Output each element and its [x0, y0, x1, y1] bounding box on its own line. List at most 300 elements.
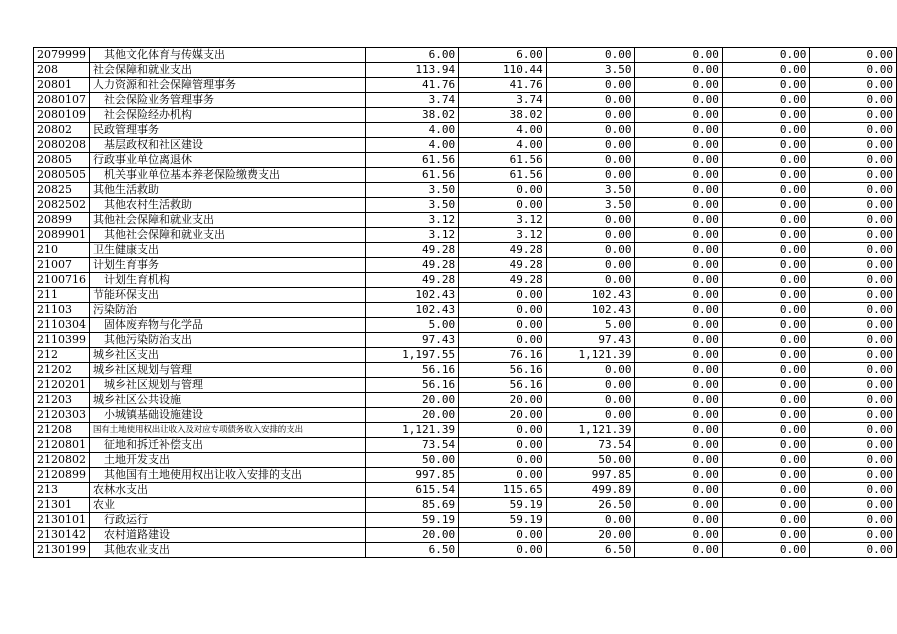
table-row [34, 243, 897, 258]
subject-code-cell: 2120801 [34, 438, 90, 453]
amount-cell: 61.56 [366, 168, 459, 183]
subject-name-cell: 其他生活救助 [90, 183, 366, 198]
amount-cell: 0.00 [810, 108, 897, 123]
amount-cell: 1,121.39 [366, 423, 459, 438]
amount-cell: 85.69 [366, 498, 459, 513]
amount-cell: 0.00 [810, 393, 897, 408]
amount-cell: 0.00 [722, 333, 809, 348]
amount-cell: 6.00 [366, 48, 459, 63]
amount-cell: 0.00 [546, 123, 635, 138]
table-row [34, 198, 897, 213]
amount-cell: 0.00 [722, 183, 809, 198]
amount-cell: 0.00 [722, 288, 809, 303]
amount-cell: 102.43 [546, 303, 635, 318]
amount-cell: 5.00 [366, 318, 459, 333]
amount-cell: 0.00 [546, 138, 635, 153]
table-body [34, 48, 897, 558]
amount-cell: 0.00 [722, 213, 809, 228]
subject-name-cell: 其他国有土地使用权出让收入安排的支出 [90, 468, 366, 483]
amount-cell: 0.00 [810, 378, 897, 393]
amount-cell: 0.00 [722, 168, 809, 183]
subject-name-cell: 节能环保支出 [90, 288, 366, 303]
subject-code-cell: 2089901 [34, 228, 90, 243]
amount-cell: 113.94 [366, 63, 459, 78]
amount-cell: 59.19 [366, 513, 459, 528]
subject-code-cell: 2080109 [34, 108, 90, 123]
amount-cell: 0.00 [810, 198, 897, 213]
amount-cell: 0.00 [810, 408, 897, 423]
subject-code-cell: 2110304 [34, 318, 90, 333]
amount-cell: 0.00 [722, 228, 809, 243]
amount-cell: 0.00 [722, 363, 809, 378]
amount-cell: 5.00 [546, 318, 635, 333]
subject-name-cell: 行政运行 [90, 513, 366, 528]
amount-cell: 0.00 [546, 408, 635, 423]
amount-cell: 0.00 [810, 303, 897, 318]
table-row [34, 228, 897, 243]
subject-name-cell: 征地和拆迁补偿支出 [90, 438, 366, 453]
amount-cell: 0.00 [635, 303, 722, 318]
amount-cell: 0.00 [459, 183, 547, 198]
amount-cell: 115.65 [459, 483, 547, 498]
amount-cell: 0.00 [722, 108, 809, 123]
subject-code-cell: 21301 [34, 498, 90, 513]
subject-code-cell: 21203 [34, 393, 90, 408]
table-row [34, 393, 897, 408]
subject-code-cell: 2120802 [34, 453, 90, 468]
amount-cell: 0.00 [635, 273, 722, 288]
amount-cell: 49.28 [459, 243, 547, 258]
amount-cell: 4.00 [459, 138, 547, 153]
amount-cell: 0.00 [722, 303, 809, 318]
amount-cell: 3.12 [366, 228, 459, 243]
subject-code-cell: 2079999 [34, 48, 90, 63]
amount-cell: 50.00 [366, 453, 459, 468]
amount-cell: 0.00 [722, 378, 809, 393]
amount-cell: 0.00 [810, 63, 897, 78]
subject-code-cell: 20802 [34, 123, 90, 138]
amount-cell: 0.00 [546, 363, 635, 378]
amount-cell: 97.43 [546, 333, 635, 348]
amount-cell: 0.00 [635, 378, 722, 393]
amount-cell: 0.00 [722, 408, 809, 423]
table-row [34, 138, 897, 153]
amount-cell: 997.85 [366, 468, 459, 483]
subject-name-cell: 小城镇基础设施建设 [90, 408, 366, 423]
subject-name-cell: 基层政权和社区建设 [90, 138, 366, 153]
amount-cell: 0.00 [635, 453, 722, 468]
amount-cell: 0.00 [546, 228, 635, 243]
amount-cell: 0.00 [635, 183, 722, 198]
amount-cell: 0.00 [810, 153, 897, 168]
amount-cell: 499.89 [546, 483, 635, 498]
table-row [34, 258, 897, 273]
subject-code-cell: 212 [34, 348, 90, 363]
table-row [34, 408, 897, 423]
amount-cell: 3.12 [459, 213, 547, 228]
table-row [34, 168, 897, 183]
amount-cell: 0.00 [810, 318, 897, 333]
amount-cell: 0.00 [810, 93, 897, 108]
amount-cell: 0.00 [810, 363, 897, 378]
amount-cell: 0.00 [546, 273, 635, 288]
amount-cell: 0.00 [635, 48, 722, 63]
table-row [34, 273, 897, 288]
subject-name-cell: 土地开发支出 [90, 453, 366, 468]
amount-cell: 20.00 [366, 528, 459, 543]
amount-cell: 0.00 [722, 63, 809, 78]
amount-cell: 0.00 [722, 528, 809, 543]
amount-cell: 0.00 [635, 363, 722, 378]
amount-cell: 0.00 [722, 438, 809, 453]
amount-cell: 0.00 [635, 153, 722, 168]
amount-cell: 0.00 [546, 393, 635, 408]
amount-cell: 0.00 [635, 438, 722, 453]
subject-name-cell: 社会保障和就业支出 [90, 63, 366, 78]
amount-cell: 0.00 [810, 498, 897, 513]
subject-name-cell: 国有土地使用权出让收入及对应专项债务收入安排的支出 [90, 423, 366, 438]
amount-cell: 49.28 [459, 273, 547, 288]
amount-cell: 0.00 [635, 168, 722, 183]
amount-cell: 73.54 [366, 438, 459, 453]
amount-cell: 0.00 [635, 423, 722, 438]
amount-cell: 0.00 [722, 48, 809, 63]
table-row [34, 333, 897, 348]
amount-cell: 3.74 [366, 93, 459, 108]
amount-cell: 0.00 [635, 483, 722, 498]
amount-cell: 0.00 [459, 288, 547, 303]
amount-cell: 20.00 [366, 408, 459, 423]
amount-cell: 0.00 [635, 288, 722, 303]
amount-cell: 0.00 [722, 123, 809, 138]
table-row [34, 303, 897, 318]
subject-code-cell: 210 [34, 243, 90, 258]
subject-code-cell: 2110399 [34, 333, 90, 348]
amount-cell: 0.00 [635, 468, 722, 483]
amount-cell: 0.00 [635, 408, 722, 423]
subject-name-cell: 城乡社区规划与管理 [90, 363, 366, 378]
amount-cell: 1,197.55 [366, 348, 459, 363]
subject-name-cell: 城乡社区公共设施 [90, 393, 366, 408]
amount-cell: 0.00 [722, 453, 809, 468]
subject-name-cell: 社会保险业务管理事务 [90, 93, 366, 108]
amount-cell: 0.00 [810, 123, 897, 138]
subject-code-cell: 20801 [34, 78, 90, 93]
table-row [34, 363, 897, 378]
amount-cell: 20.00 [366, 393, 459, 408]
amount-cell: 0.00 [810, 78, 897, 93]
amount-cell: 61.56 [366, 153, 459, 168]
amount-cell: 615.54 [366, 483, 459, 498]
amount-cell: 0.00 [722, 198, 809, 213]
amount-cell: 0.00 [635, 108, 722, 123]
table-row [34, 288, 897, 303]
amount-cell: 0.00 [810, 273, 897, 288]
amount-cell: 0.00 [810, 288, 897, 303]
amount-cell: 4.00 [366, 123, 459, 138]
amount-cell: 0.00 [810, 333, 897, 348]
amount-cell: 0.00 [722, 273, 809, 288]
table-row [34, 438, 897, 453]
amount-cell: 26.50 [546, 498, 635, 513]
subject-name-cell: 城乡社区支出 [90, 348, 366, 363]
subject-code-cell: 2120303 [34, 408, 90, 423]
amount-cell: 0.00 [635, 123, 722, 138]
subject-name-cell: 城乡社区规划与管理 [90, 378, 366, 393]
subject-code-cell: 2080107 [34, 93, 90, 108]
amount-cell: 0.00 [810, 138, 897, 153]
amount-cell: 3.74 [459, 93, 547, 108]
amount-cell: 0.00 [722, 498, 809, 513]
subject-name-cell: 其他污染防治支出 [90, 333, 366, 348]
amount-cell: 49.28 [366, 258, 459, 273]
amount-cell: 0.00 [810, 258, 897, 273]
amount-cell: 38.02 [459, 108, 547, 123]
amount-cell: 0.00 [810, 528, 897, 543]
amount-cell: 0.00 [459, 423, 547, 438]
amount-cell: 3.50 [366, 183, 459, 198]
amount-cell: 0.00 [635, 243, 722, 258]
amount-cell: 0.00 [546, 213, 635, 228]
subject-name-cell: 农村道路建设 [90, 528, 366, 543]
amount-cell: 41.76 [366, 78, 459, 93]
amount-cell: 0.00 [810, 483, 897, 498]
table-row [34, 483, 897, 498]
amount-cell: 0.00 [459, 453, 547, 468]
amount-cell: 102.43 [366, 303, 459, 318]
amount-cell: 0.00 [722, 423, 809, 438]
amount-cell: 0.00 [722, 468, 809, 483]
amount-cell: 4.00 [366, 138, 459, 153]
table-row [34, 453, 897, 468]
amount-cell: 0.00 [546, 168, 635, 183]
amount-cell: 20.00 [546, 528, 635, 543]
subject-name-cell: 其他农业支出 [90, 543, 366, 558]
subject-code-cell: 21202 [34, 363, 90, 378]
table-row [34, 153, 897, 168]
amount-cell: 0.00 [810, 48, 897, 63]
amount-cell: 0.00 [546, 243, 635, 258]
amount-cell: 0.00 [546, 48, 635, 63]
subject-name-cell: 农林水支出 [90, 483, 366, 498]
amount-cell: 0.00 [635, 78, 722, 93]
amount-cell: 0.00 [810, 348, 897, 363]
amount-cell: 0.00 [635, 318, 722, 333]
subject-name-cell: 污染防治 [90, 303, 366, 318]
amount-cell: 0.00 [722, 78, 809, 93]
subject-name-cell: 人力资源和社会保障管理事务 [90, 78, 366, 93]
amount-cell: 0.00 [459, 438, 547, 453]
subject-code-cell: 2100716 [34, 273, 90, 288]
amount-cell: 0.00 [635, 348, 722, 363]
subject-code-cell: 2080208 [34, 138, 90, 153]
amount-cell: 0.00 [546, 93, 635, 108]
amount-cell: 0.00 [459, 468, 547, 483]
amount-cell: 61.56 [459, 168, 547, 183]
amount-cell: 4.00 [459, 123, 547, 138]
amount-cell: 50.00 [546, 453, 635, 468]
subject-code-cell: 208 [34, 63, 90, 78]
budget-expenditure-table [33, 47, 897, 558]
amount-cell: 0.00 [810, 183, 897, 198]
table-row [34, 108, 897, 123]
amount-cell: 0.00 [635, 228, 722, 243]
amount-cell: 0.00 [810, 423, 897, 438]
table-row [34, 93, 897, 108]
amount-cell: 1,121.39 [546, 423, 635, 438]
amount-cell: 6.00 [459, 48, 547, 63]
table-row [34, 513, 897, 528]
subject-name-cell: 机关事业单位基本养老保险缴费支出 [90, 168, 366, 183]
subject-code-cell: 21208 [34, 423, 90, 438]
subject-name-cell: 农业 [90, 498, 366, 513]
amount-cell: 0.00 [459, 318, 547, 333]
subject-name-cell: 卫生健康支出 [90, 243, 366, 258]
amount-cell: 0.00 [635, 258, 722, 273]
amount-cell: 0.00 [459, 198, 547, 213]
subject-code-cell: 2130142 [34, 528, 90, 543]
amount-cell: 38.02 [366, 108, 459, 123]
subject-name-cell: 行政事业单位离退休 [90, 153, 366, 168]
amount-cell: 0.00 [810, 243, 897, 258]
table-row [34, 543, 897, 558]
amount-cell: 3.50 [546, 183, 635, 198]
amount-cell: 56.16 [459, 378, 547, 393]
subject-name-cell: 其他农村生活救助 [90, 198, 366, 213]
subject-name-cell: 其他社会保障和就业支出 [90, 213, 366, 228]
subject-code-cell: 2082502 [34, 198, 90, 213]
amount-cell: 102.43 [546, 288, 635, 303]
amount-cell: 0.00 [635, 138, 722, 153]
amount-cell: 0.00 [722, 393, 809, 408]
amount-cell: 0.00 [722, 513, 809, 528]
subject-code-cell: 2120899 [34, 468, 90, 483]
amount-cell: 110.44 [459, 63, 547, 78]
amount-cell: 0.00 [546, 258, 635, 273]
table-row [34, 213, 897, 228]
amount-cell: 0.00 [546, 378, 635, 393]
amount-cell: 56.16 [366, 378, 459, 393]
table-row [34, 348, 897, 363]
table-row [34, 63, 897, 78]
amount-cell: 3.50 [546, 198, 635, 213]
amount-cell: 0.00 [459, 528, 547, 543]
amount-cell: 49.28 [366, 243, 459, 258]
subject-code-cell: 2120201 [34, 378, 90, 393]
amount-cell: 0.00 [635, 93, 722, 108]
subject-code-cell: 20805 [34, 153, 90, 168]
amount-cell: 0.00 [635, 198, 722, 213]
amount-cell: 0.00 [722, 153, 809, 168]
subject-code-cell: 21103 [34, 303, 90, 318]
amount-cell: 20.00 [459, 408, 547, 423]
subject-code-cell: 21007 [34, 258, 90, 273]
amount-cell: 0.00 [546, 513, 635, 528]
amount-cell: 0.00 [546, 78, 635, 93]
table-row [34, 468, 897, 483]
amount-cell: 0.00 [459, 303, 547, 318]
table-row [34, 183, 897, 198]
amount-cell: 73.54 [546, 438, 635, 453]
amount-cell: 0.00 [635, 498, 722, 513]
subject-code-cell: 213 [34, 483, 90, 498]
amount-cell: 0.00 [810, 228, 897, 243]
subject-name-cell: 其他文化体育与传媒支出 [90, 48, 366, 63]
amount-cell: 0.00 [635, 393, 722, 408]
subject-code-cell: 2080505 [34, 168, 90, 183]
subject-code-cell: 211 [34, 288, 90, 303]
amount-cell: 0.00 [635, 333, 722, 348]
table-row [34, 498, 897, 513]
amount-cell: 0.00 [635, 543, 722, 558]
table-row [34, 423, 897, 438]
subject-name-cell: 计划生育机构 [90, 273, 366, 288]
amount-cell: 6.50 [366, 543, 459, 558]
amount-cell: 0.00 [810, 543, 897, 558]
amount-cell: 0.00 [810, 168, 897, 183]
amount-cell: 997.85 [546, 468, 635, 483]
amount-cell: 3.50 [366, 198, 459, 213]
table-row [34, 78, 897, 93]
amount-cell: 49.28 [366, 273, 459, 288]
subject-name-cell: 计划生育事务 [90, 258, 366, 273]
table-row [34, 378, 897, 393]
amount-cell: 0.00 [635, 63, 722, 78]
table-row [34, 48, 897, 63]
amount-cell: 0.00 [635, 528, 722, 543]
amount-cell: 61.56 [459, 153, 547, 168]
amount-cell: 0.00 [546, 153, 635, 168]
amount-cell: 0.00 [722, 318, 809, 333]
amount-cell: 0.00 [810, 513, 897, 528]
amount-cell: 0.00 [722, 93, 809, 108]
amount-cell: 0.00 [722, 138, 809, 153]
amount-cell: 0.00 [635, 213, 722, 228]
amount-cell: 0.00 [722, 348, 809, 363]
amount-cell: 3.12 [459, 228, 547, 243]
amount-cell: 0.00 [810, 213, 897, 228]
subject-code-cell: 20825 [34, 183, 90, 198]
amount-cell: 0.00 [810, 453, 897, 468]
amount-cell: 0.00 [810, 468, 897, 483]
subject-code-cell: 20899 [34, 213, 90, 228]
amount-cell: 41.76 [459, 78, 547, 93]
amount-cell: 3.50 [546, 63, 635, 78]
subject-name-cell: 民政管理事务 [90, 123, 366, 138]
amount-cell: 6.50 [546, 543, 635, 558]
amount-cell: 0.00 [635, 513, 722, 528]
amount-cell: 0.00 [459, 333, 547, 348]
amount-cell: 0.00 [722, 483, 809, 498]
subject-code-cell: 2130101 [34, 513, 90, 528]
amount-cell: 76.16 [459, 348, 547, 363]
amount-cell: 0.00 [459, 543, 547, 558]
amount-cell: 1,121.39 [546, 348, 635, 363]
table-row [34, 123, 897, 138]
amount-cell: 59.19 [459, 498, 547, 513]
amount-cell: 0.00 [546, 108, 635, 123]
subject-name-cell: 社会保险经办机构 [90, 108, 366, 123]
table-row [34, 318, 897, 333]
amount-cell: 3.12 [366, 213, 459, 228]
subject-name-cell: 其他社会保障和就业支出 [90, 228, 366, 243]
subject-code-cell: 2130199 [34, 543, 90, 558]
amount-cell: 56.16 [459, 363, 547, 378]
amount-cell: 0.00 [810, 438, 897, 453]
amount-cell: 97.43 [366, 333, 459, 348]
amount-cell: 59.19 [459, 513, 547, 528]
table-row [34, 528, 897, 543]
